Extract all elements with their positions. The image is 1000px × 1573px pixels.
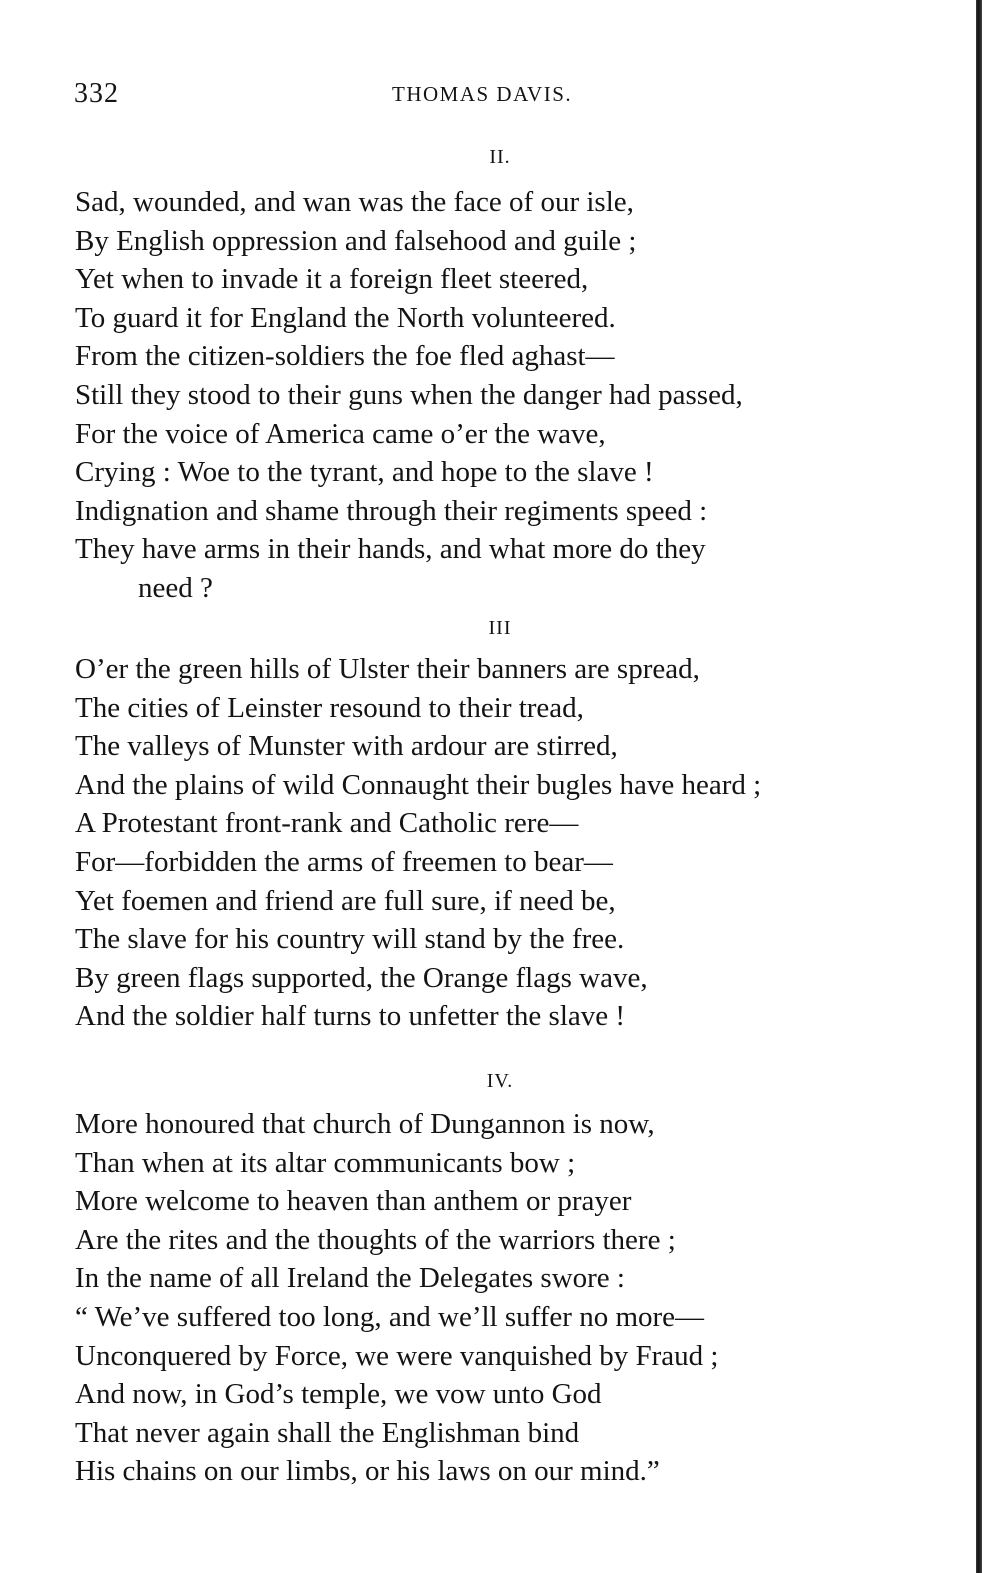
book-spine-edge: [976, 0, 982, 1573]
poem-line: The slave for his country will stand by the free.: [75, 923, 625, 956]
poem-line: And the soldier half turns to unfetter the slave !: [75, 1000, 626, 1033]
poem-line: Than when at its altar communicants bow ;: [75, 1146, 576, 1179]
running-head: THOMAS DAVIS.: [392, 82, 573, 106]
poem-line: Unconquered by Force, we were vanquished by Fraud ;: [75, 1339, 719, 1372]
poem-line: Yet foemen and friend are full sure, if need be,: [75, 884, 616, 917]
poem-line: They have arms in their hands, and what more do they: [75, 533, 706, 566]
poem-line: O’er the green hills of Ulster their banners are spread,: [75, 653, 700, 685]
stanza-ii: [75, 183, 935, 608]
poem-line: From the citizen-soldiers the foe fled aghast—: [75, 340, 615, 373]
section-numeral-ii: II.: [489, 146, 511, 168]
poem-line: And the plains of wild Connaught their bugles have heard ;: [75, 768, 762, 801]
poem-line: The cities of Leinster resound to their tread,: [75, 691, 584, 724]
poem-line-continuation: need ?: [138, 571, 213, 604]
poem-line: More honoured that church of Dungannon is now,: [75, 1108, 655, 1140]
section-numeral-iv: IV.: [486, 1070, 514, 1092]
poem-line: Still they stood to their guns when the danger had passed,: [75, 378, 743, 411]
stanza-iii: [75, 650, 935, 1036]
page-number: 332: [74, 78, 119, 109]
page-header: [74, 78, 934, 114]
poem-line: By English oppression and falsehood and guile ;: [75, 224, 637, 257]
poem-line: Yet when to invade it a foreign fleet steered,: [75, 263, 589, 296]
poem-line: “ We’ve suffered too long, and we’ll suffer no more—: [75, 1300, 705, 1333]
poem-line: Crying : Woe to the tyrant, and hope to the slave !: [75, 456, 654, 489]
poem-line: His chains on our limbs, or his laws on our mind.”: [75, 1455, 660, 1488]
poem-line: For—forbidden the arms of freemen to bear—: [75, 845, 613, 878]
poem-line: The valleys of Munster with ardour are stirred,: [75, 730, 618, 763]
poem-line: To guard it for England the North volunteered.: [75, 301, 616, 334]
poem-line: Are the rites and the thoughts of the warriors there ;: [75, 1223, 676, 1256]
poem-line: A Protestant front-rank and Catholic rere—: [75, 807, 579, 840]
poem-line: Sad, wounded, and wan was the face of our isle,: [75, 186, 634, 218]
poem-line: More welcome to heaven than anthem or prayer: [75, 1185, 632, 1218]
poem-line: And now, in God’s temple, we vow unto God: [75, 1378, 602, 1411]
poem-line: That never again shall the Englishman bind: [75, 1416, 580, 1449]
poem-line: By green flags supported, the Orange flags wave,: [75, 961, 648, 994]
section-numeral-iii: III: [488, 617, 512, 639]
poem-line: Indignation and shame through their regiments speed :: [75, 494, 708, 527]
poem-line: For the voice of America came o’er the wave,: [75, 417, 606, 450]
poem-line: In the name of all Ireland the Delegates swore :: [75, 1262, 625, 1295]
stanza-iv: [75, 1105, 935, 1491]
